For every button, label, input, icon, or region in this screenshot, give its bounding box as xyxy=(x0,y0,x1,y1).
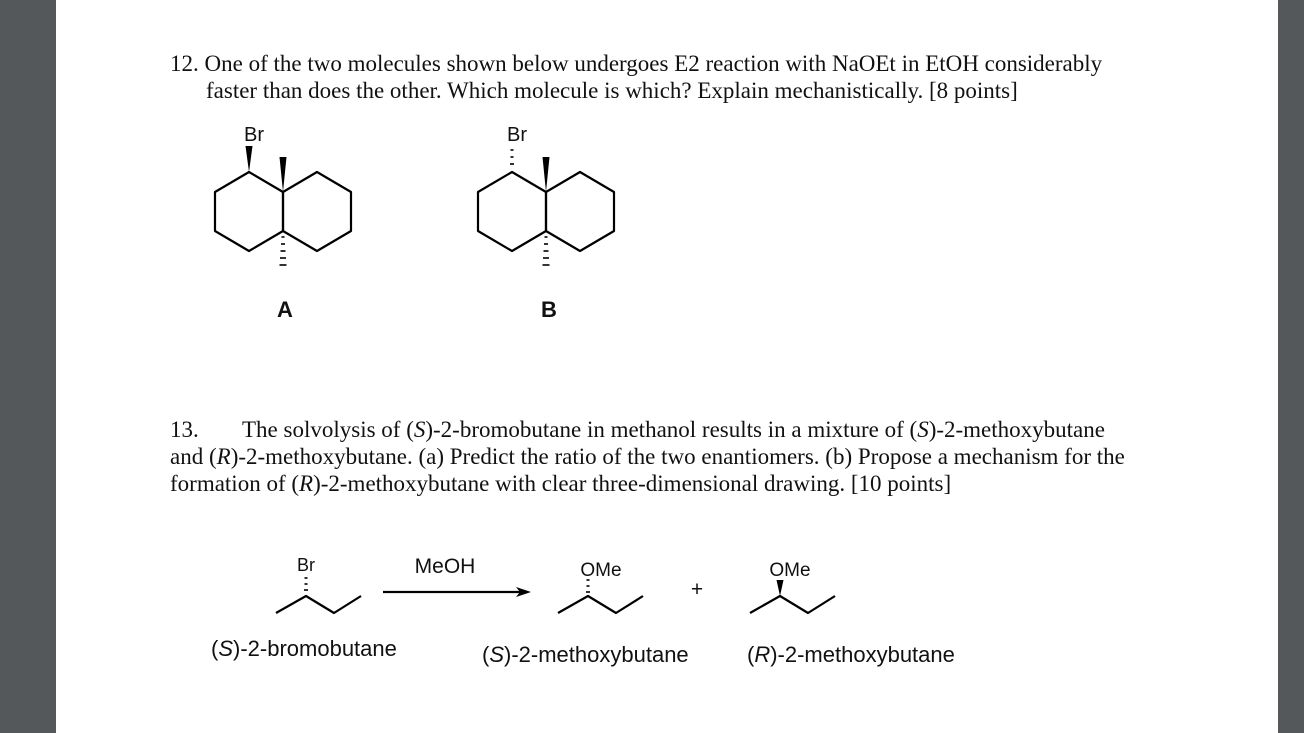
q13-text-f: formation of ( xyxy=(170,471,300,496)
product1-ome-hash xyxy=(586,580,590,592)
molecule-a-left-ring xyxy=(215,172,283,251)
q13-config-r1: R xyxy=(216,444,231,469)
reactant-br-hash xyxy=(304,578,308,590)
q13-config-s1: S xyxy=(413,417,426,442)
reactant-skeleton xyxy=(276,596,361,613)
product2-name: (R)-2-methoxybutane xyxy=(747,642,955,667)
q13-text-c: )-2-methoxybutane xyxy=(928,417,1105,442)
question-12-line2: faster than does the other. Which molecule is which? Explain mechanistically. [8 points] xyxy=(206,78,1018,103)
molecule-a-right-ring xyxy=(283,172,351,251)
reactant-name: (S)-2-bromobutane xyxy=(211,636,397,661)
q13-text-e: )-2-methoxybutane. (a) Predict the ratio of the two enantiomers. (b) Propose a mechanism for the xyxy=(230,444,1125,469)
product2-ome-wedge xyxy=(777,580,784,596)
molecule-b-br-label: Br xyxy=(507,124,527,146)
molecule-b-br-hash xyxy=(510,150,514,164)
plus-sign: + xyxy=(690,578,704,601)
product1-skeleton xyxy=(558,596,643,613)
molecule-a-h-hash xyxy=(280,237,287,265)
product1-name: (S)-2-methoxybutane xyxy=(482,642,689,667)
molecule-b-left-ring xyxy=(478,172,546,251)
molecule-a-label: A xyxy=(277,297,293,322)
q13-config-s2: S xyxy=(917,417,929,442)
molecule-a-br-wedge xyxy=(246,146,253,172)
question-12-number: 12. xyxy=(170,51,199,76)
chemistry-drawings xyxy=(56,0,1278,733)
product1-ome-label: OMe xyxy=(580,560,622,581)
q13-text-g: )-2-methoxybutane with clear three-dimensional drawing. [10 points] xyxy=(313,471,952,496)
molecule-b-label: B xyxy=(541,297,557,322)
q13-config-r2: R xyxy=(299,471,314,496)
molecule-b-right-ring xyxy=(546,172,614,251)
molecule-b-h-hash xyxy=(543,237,550,265)
q13-text-d: and ( xyxy=(170,444,217,469)
molecule-a-br-label: Br xyxy=(244,124,264,146)
molecule-b-methyl-wedge xyxy=(543,157,550,192)
q13-text-b: )-2-bromobutane in methanol results in a mixture of ( xyxy=(425,417,918,442)
question-12-line1: One of the two molecules shown below undergoes E2 reaction with NaOEt in EtOH considerably xyxy=(204,51,1103,76)
q13-text-a: The solvolysis of ( xyxy=(242,417,414,442)
question-13-number: 13. xyxy=(170,417,199,442)
reactant-br-label: Br xyxy=(297,555,315,575)
molecule-a-methyl-wedge xyxy=(280,157,287,192)
document-page xyxy=(56,0,1278,733)
reagent-label: MeOH xyxy=(414,555,476,578)
product2-ome-label: OMe xyxy=(769,560,811,581)
product2-skeleton xyxy=(750,596,835,613)
